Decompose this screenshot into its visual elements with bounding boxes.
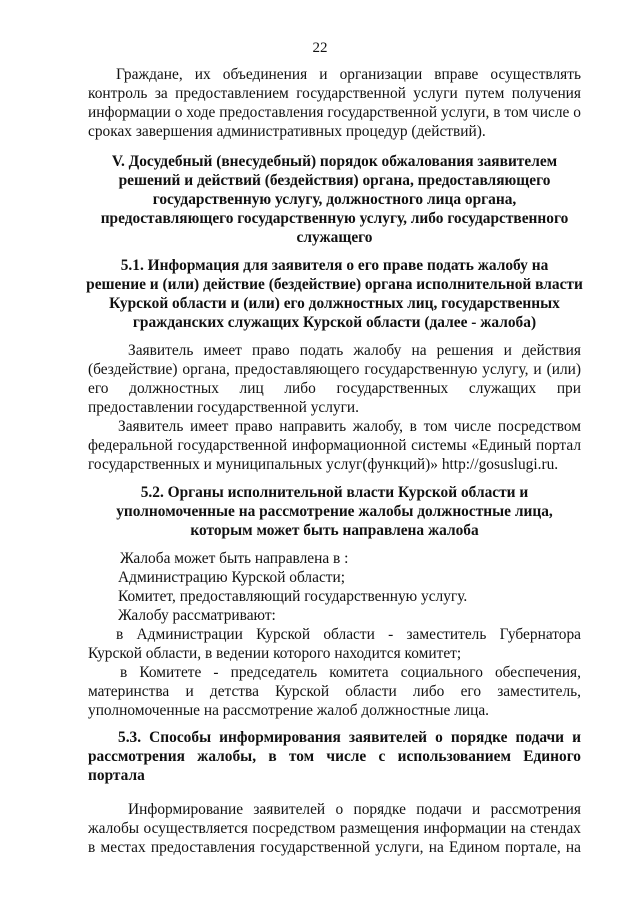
text-line: Курской области, в ведении которого находится комитет; <box>88 645 462 662</box>
page-number: 22 <box>312 40 328 56</box>
text-line: в Администрации Курской области - заместитель Губернатора <box>116 626 581 643</box>
text-line: информации о ходе предоставления государственной услуги, в том числе о <box>88 104 581 121</box>
paragraph-informing-applicants <box>88 800 581 857</box>
text-line: Жалоба может быть направлена в : <box>120 550 349 567</box>
heading-line: 5.3. Способы информирования заявителей о порядке подачи и <box>118 729 581 746</box>
paragraph-committee-review <box>88 663 581 720</box>
heading-line: рассмотрения жалобы, в том числе с использованием Единого <box>88 748 581 765</box>
paragraph-administration-review <box>88 625 581 663</box>
heading-line: государственную услугу, должностного лица органа, <box>152 191 517 208</box>
text-line: уполномоченные на рассмотрение жалоб должностные лица. <box>88 702 490 719</box>
text-line: Жалобу рассматривают: <box>118 607 276 624</box>
text-line: контроль за предоставлением государственной услуги путем получения <box>88 85 581 102</box>
text-line: сроках завершения административных процедур (действий). <box>88 123 486 140</box>
heading-line: решений и действий (бездействия) органа, предоставляющего <box>118 172 551 189</box>
heading-line: портала <box>88 767 145 784</box>
heading-line: 5.1. Информация для заявителя о его праве подать жалобу на <box>120 257 549 274</box>
text-line: Администрацию Курской области; <box>118 569 346 586</box>
text-line: в Комитете - председатель комитета социального обеспечения, <box>120 664 581 681</box>
text-line: федеральной государственной информационной системы «Единый портал <box>88 437 581 454</box>
heading-line: гражданских служащих Курской области (далее - жалоба) <box>132 314 537 331</box>
text-line: материнства и детства Курской области либо его заместитель, <box>88 683 581 700</box>
heading-line: 5.2. Органы исполнительной власти Курской области и <box>140 484 529 501</box>
heading-line: V. Досудебный (внесудебный) порядок обжалования заявителем <box>111 153 558 170</box>
paragraph-applicant-right <box>88 341 581 417</box>
text-line: его должностных лиц либо государственных служащих при <box>88 380 581 397</box>
text-line: Информирование заявителей о порядке подачи и рассмотрения <box>128 801 581 818</box>
text-line: государственных и муниципальных услуг(функций)» http://gosuslugi.ru. <box>88 456 559 473</box>
text-line: Заявитель имеет право направить жалобу, в том числе посредством <box>118 418 581 435</box>
subsection-5-1-heading <box>84 256 585 332</box>
heading-line: которым может быть направлена жалоба <box>190 522 479 539</box>
text-line: предоставлении государственной услуги. <box>88 399 360 416</box>
text-line: в местах предоставления государственной услуги, на Едином портале, на <box>88 839 581 856</box>
text-line: Комитет, предоставляющий государственную услугу. <box>118 588 468 605</box>
paragraph-portal-complaint <box>88 417 581 474</box>
text-line: жалобы осуществляется посредством размещения информации на стендах <box>88 820 581 837</box>
heading-line: предоставляющего государственную услугу, либо государственного <box>100 210 569 227</box>
subsection-5-2-heading <box>84 483 585 540</box>
heading-line: Курской области и (или) его должностных лиц, государственных <box>109 295 560 312</box>
section-v-heading <box>84 152 585 247</box>
text-line: Граждане, их объединения и организации вправе осуществлять <box>116 66 581 83</box>
text-line: (бездействие) органа, предоставляющего государственную услугу, и (или) <box>88 361 581 378</box>
paragraph-citizens-control <box>88 65 581 141</box>
paragraph-complaint-recipients <box>88 549 581 625</box>
subsection-5-3-heading <box>88 728 581 785</box>
heading-line: уполномоченные на рассмотрение жалобы должностные лица, <box>116 503 553 520</box>
text-line: Заявитель имеет право подать жалобу на решения и действия <box>128 342 581 359</box>
heading-line: решение и (или) действие (бездействие) органа исполнительной власти <box>86 276 583 293</box>
heading-line: служащего <box>296 229 373 246</box>
